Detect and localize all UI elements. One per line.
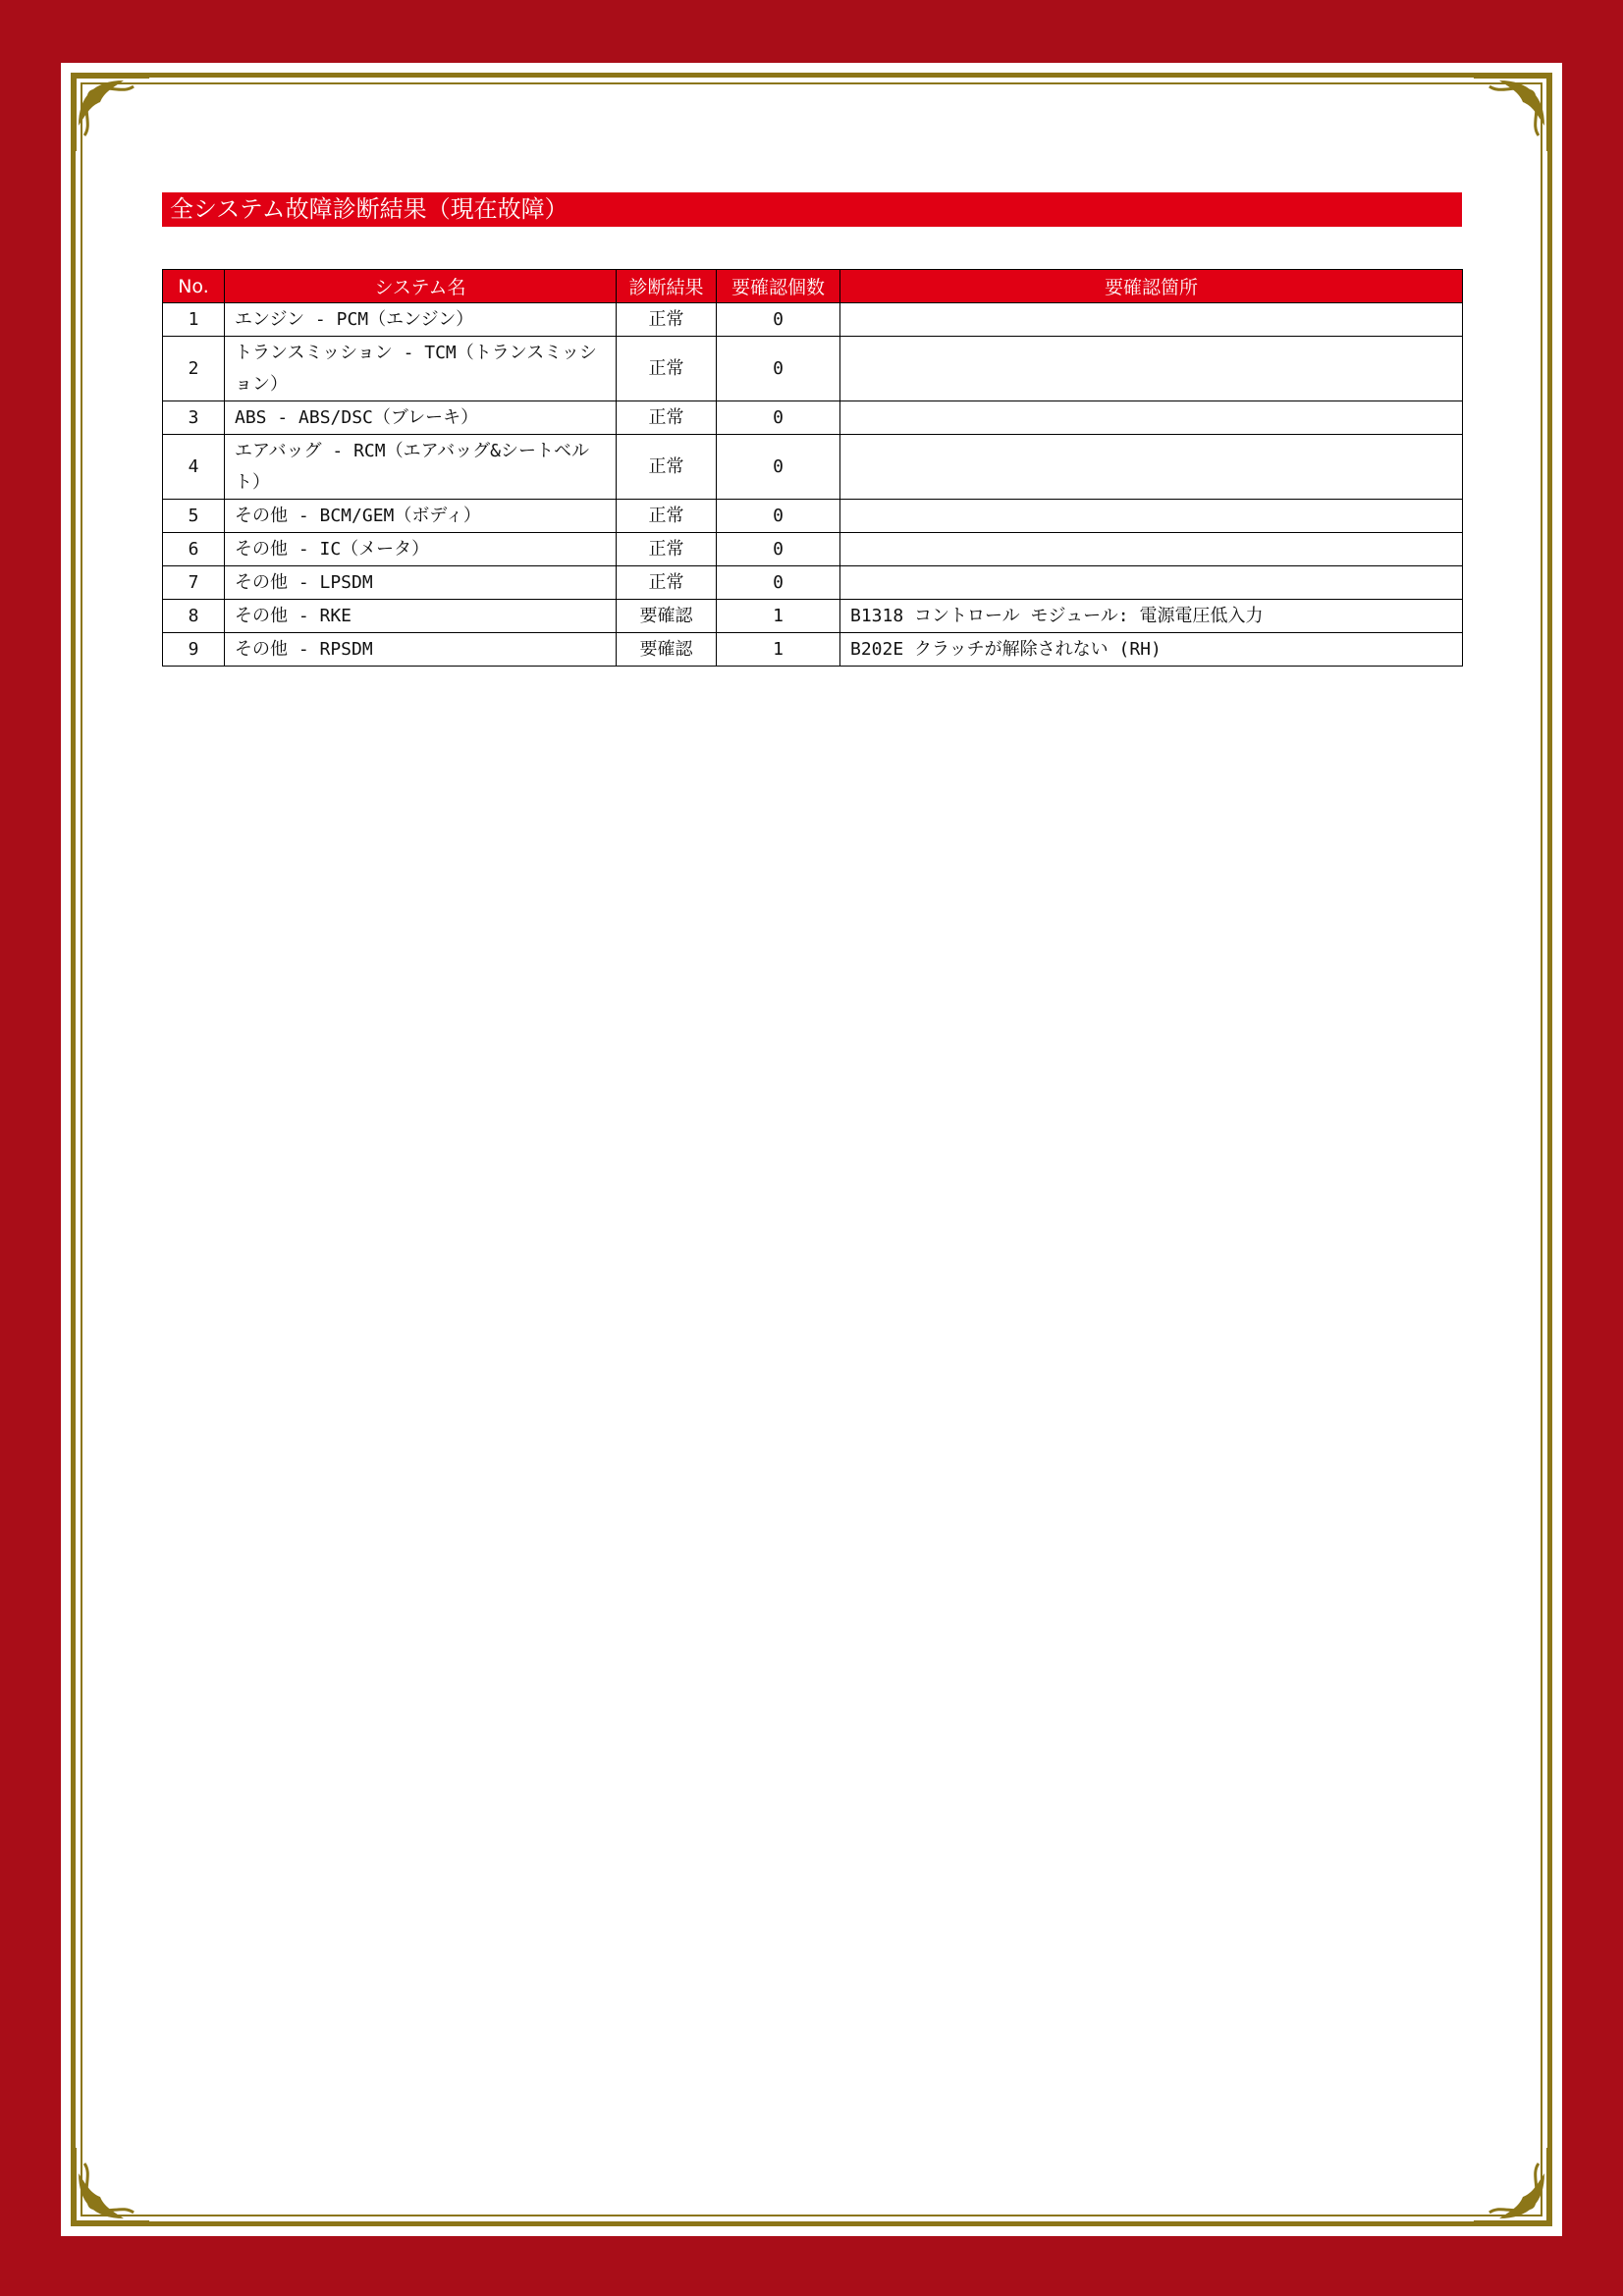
- cell-count: 0: [717, 435, 840, 500]
- cell-system: エアバッグ - RCM（エアバッグ&シートベルト）: [225, 435, 617, 500]
- cell-no: 6: [163, 533, 225, 566]
- cell-system: ABS - ABS/DSC（ブレーキ）: [225, 401, 617, 435]
- cell-system: その他 - RPSDM: [225, 633, 617, 667]
- ornament-corner-icon: [65, 2142, 155, 2232]
- cell-location: [840, 303, 1463, 337]
- header-location: 要確認箇所: [840, 270, 1463, 303]
- cell-result: 要確認: [617, 633, 717, 667]
- cell-count: 0: [717, 500, 840, 533]
- table-row: [163, 401, 1463, 435]
- cell-system: その他 - RKE: [225, 600, 617, 633]
- cell-system: トランスミッション - TCM（トランスミッション）: [225, 337, 617, 401]
- ornament-corner-icon: [1468, 67, 1558, 157]
- cell-count: 1: [717, 600, 840, 633]
- header-system-name: システム名: [225, 270, 617, 303]
- cell-result: 正常: [617, 435, 717, 500]
- table-row: [163, 303, 1463, 337]
- cell-result: 正常: [617, 533, 717, 566]
- cell-count: 0: [717, 566, 840, 600]
- table-header-row: [163, 270, 1463, 303]
- header-no: No.: [163, 270, 225, 303]
- cell-count: 1: [717, 633, 840, 667]
- cell-no: 1: [163, 303, 225, 337]
- header-result: 診断結果: [617, 270, 717, 303]
- cell-location: [840, 500, 1463, 533]
- cell-location: [840, 337, 1463, 401]
- table-row: [163, 633, 1463, 667]
- table-row: [163, 500, 1463, 533]
- cell-result: 正常: [617, 401, 717, 435]
- cell-no: 3: [163, 401, 225, 435]
- table-row: [163, 337, 1463, 401]
- cell-count: 0: [717, 533, 840, 566]
- cell-count: 0: [717, 401, 840, 435]
- cell-no: 8: [163, 600, 225, 633]
- cell-no: 9: [163, 633, 225, 667]
- diagnosis-table: [162, 269, 1463, 667]
- cell-no: 2: [163, 337, 225, 401]
- cell-system: その他 - BCM/GEM（ボディ）: [225, 500, 617, 533]
- page-title: 全システム故障診断結果（現在故障）: [162, 192, 1462, 227]
- cell-location: [840, 566, 1463, 600]
- cell-no: 7: [163, 566, 225, 600]
- cell-location: B202E クラッチが解除されない (RH): [840, 633, 1463, 667]
- cell-system: エンジン - PCM（エンジン）: [225, 303, 617, 337]
- ornament-corner-icon: [1468, 2142, 1558, 2232]
- header-count: 要確認個数: [717, 270, 840, 303]
- cell-result: 正常: [617, 500, 717, 533]
- table-row: [163, 533, 1463, 566]
- cell-location: B1318 コントロール モジュール: 電源電圧低入力: [840, 600, 1463, 633]
- cell-result: 正常: [617, 337, 717, 401]
- cell-count: 0: [717, 337, 840, 401]
- cell-location: [840, 401, 1463, 435]
- table-row: [163, 435, 1463, 500]
- cell-location: [840, 533, 1463, 566]
- cell-system: その他 - LPSDM: [225, 566, 617, 600]
- cell-location: [840, 435, 1463, 500]
- cell-no: 5: [163, 500, 225, 533]
- cell-no: 4: [163, 435, 225, 500]
- cell-count: 0: [717, 303, 840, 337]
- cell-system: その他 - IC（メータ）: [225, 533, 617, 566]
- cell-result: 要確認: [617, 600, 717, 633]
- ornament-corner-icon: [65, 67, 155, 157]
- table-row: [163, 600, 1463, 633]
- table-row: [163, 566, 1463, 600]
- cell-result: 正常: [617, 566, 717, 600]
- document-page: [61, 63, 1562, 2236]
- cell-result: 正常: [617, 303, 717, 337]
